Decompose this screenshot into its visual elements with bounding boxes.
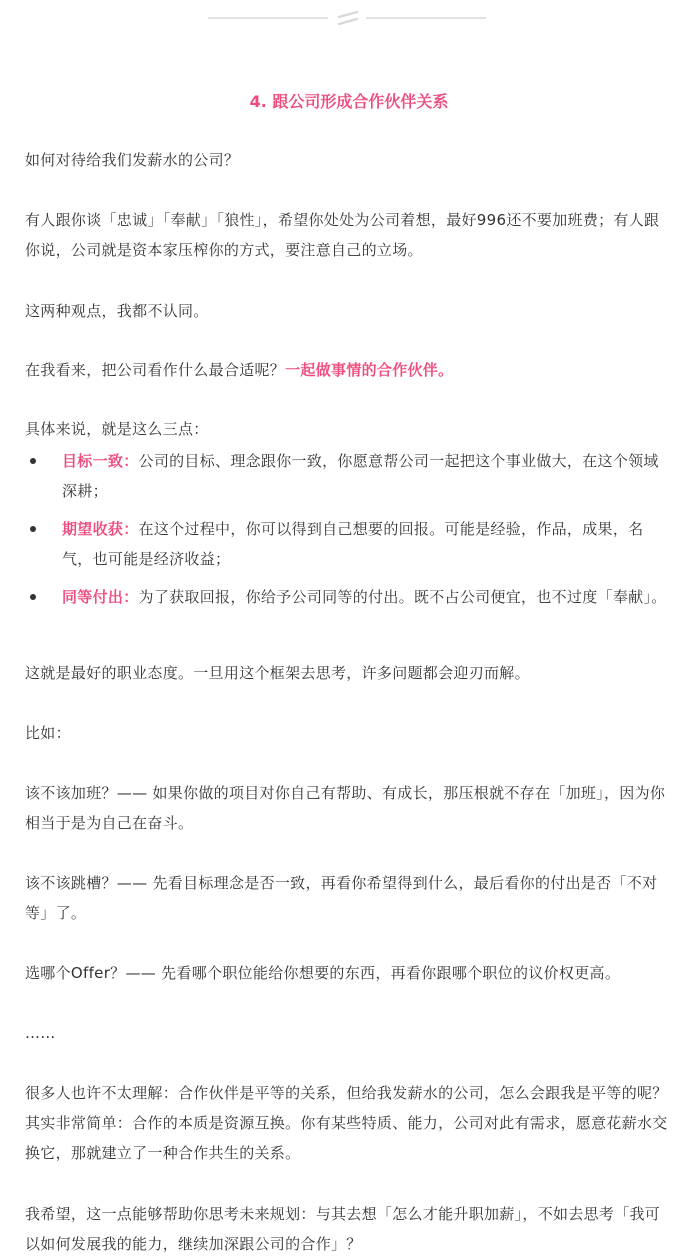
list-item xyxy=(25,514,673,574)
list-item xyxy=(25,446,673,506)
paragraph-partner-text: 在我看来，把公司看作什么最合适呢？ xyxy=(25,361,286,379)
emphasis-partner: 一起做事情的合作伙伴。 xyxy=(285,361,454,379)
bullet-dot-icon xyxy=(30,458,36,464)
three-points-list xyxy=(25,446,673,620)
paragraph-question: 如何对待给我们发薪水的公司？ xyxy=(25,151,240,169)
paragraph-future-planning: 我希望，这一点能够帮助你思考未来规划：与其去想「怎么才能升职加薪」，不如去思考「我可以如何发展我的能力，继续加深跟公司的合作」？ xyxy=(25,1205,661,1253)
divider-line-left xyxy=(208,17,328,19)
paragraph-disagree: 这两种观点，我都不认同。 xyxy=(25,302,209,320)
paragraph-best-attitude: 这就是最好的职业态度。一旦用这个框架去思考，许多问题都会迎刃而解。 xyxy=(25,664,530,682)
section-divider xyxy=(0,8,700,28)
bullet-text: 为了获取回报，你给予公司同等的付出。既不占公司便宜，也不过度「奉献」。 xyxy=(138,588,667,606)
paragraph-three-points: 具体来说，就是这么三点： xyxy=(25,420,209,438)
bullet-text: 在这个过程中，你可以得到自己想要的回报。可能是经验，作品，成果，名气，也可能是经济收益； xyxy=(62,520,644,568)
paragraph-job-change: 该不该跳槽？—— 先看目标理念是否一致，再看你希望得到什么，最后看你的付出是否「不对等」了。 xyxy=(25,874,658,922)
bullet-dot-icon xyxy=(30,526,36,532)
bullet-dot-icon xyxy=(30,594,36,600)
bullet-text: 公司的目标、理念跟你一致，你愿意帮公司一起把这个事业做大，在这个领域深耕； xyxy=(62,452,659,500)
divider-slash-mark xyxy=(336,9,360,27)
paragraph-for-example: 比如： xyxy=(25,724,71,742)
list-item xyxy=(25,582,673,612)
divider-line-right xyxy=(366,17,486,19)
paragraph-overtime: 该不该加班？—— 如果你做的项目对你自己有帮助、有成长，那压根就不存在「加班」，因为你相当于是为自己在奋斗。 xyxy=(25,784,666,832)
paragraph-offer: 选哪个Offer？—— 先看哪个职位能给你想要的东西，再看你跟哪个职位的议价权更高。 xyxy=(25,964,621,982)
section-heading: 4. 跟公司形成合作伙伴关系 xyxy=(249,92,449,111)
bullet-label: 目标一致： xyxy=(62,452,139,470)
bullet-label: 同等付出： xyxy=(62,588,139,606)
paragraph-ellipsis: …… xyxy=(25,1024,56,1042)
bullet-label: 期望收获： xyxy=(62,520,139,538)
paragraph-partner xyxy=(25,355,673,385)
paragraph-two-views: 有人跟你谈「忠诚」「奉献」「狼性」，希望你处处为公司着想，最好996还不要加班费；有人跟你说，公司就是资本家压榨你的方式，要注意自己的立场。 xyxy=(25,211,660,259)
paragraph-equal-relationship: 很多人也许不太理解：合作伙伴是平等的关系，但给我发薪水的公司，怎么会跟我是平等的呢？其实非常简单：合作的本质是资源互换。你有某些特质、能力，公司对此有需求，愿意花薪水交换它，那就建立了一种合作共生的关系。 xyxy=(25,1084,668,1162)
